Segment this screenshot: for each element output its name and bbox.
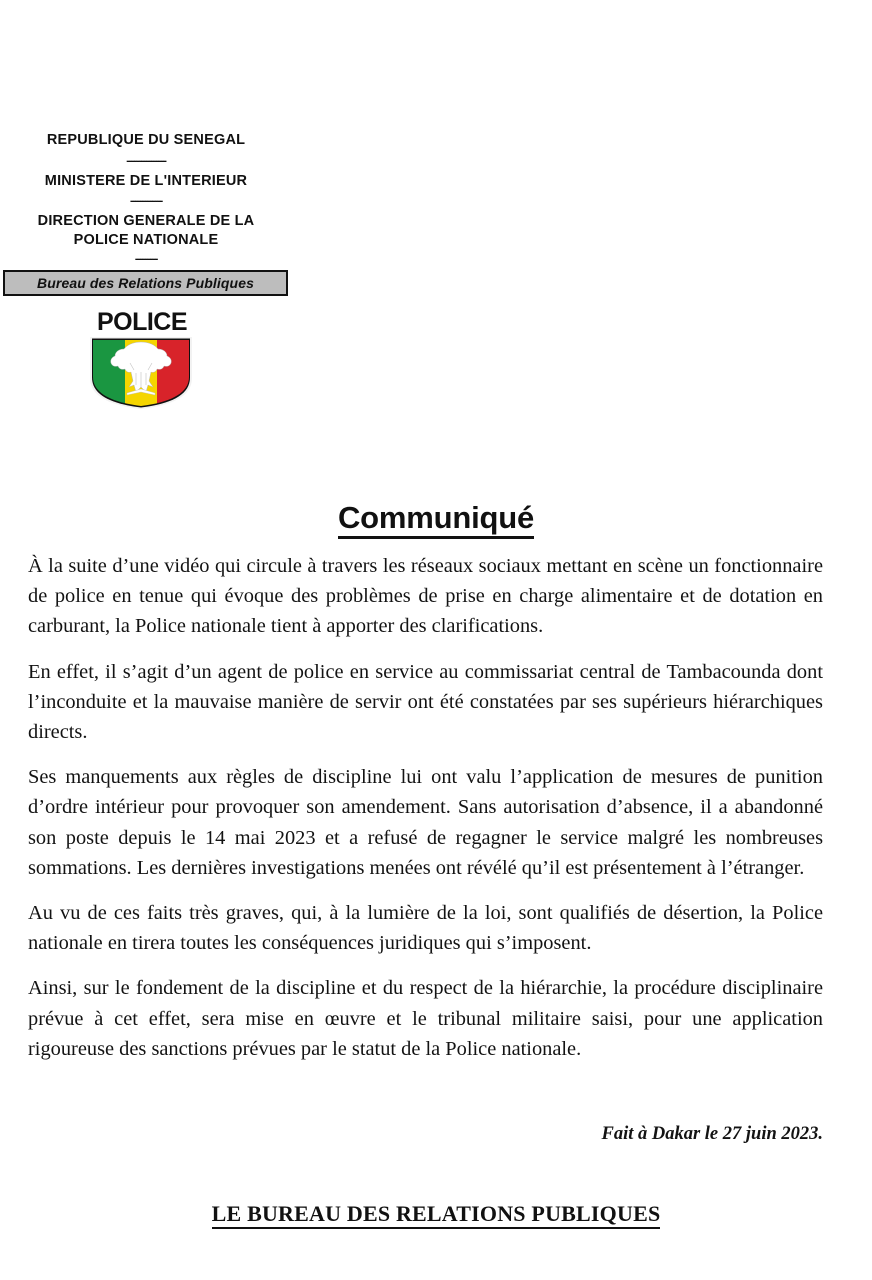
- body-paragraph: Ainsi, sur le fondement de la discipline et du respect de la hiérarchie, la procédure disciplinaire prévue à cet effet, sera mise en œuvre et le tribunal militaire saisi, pour une application rigoureuse des sanctions prévues par le statut de la Police nationale.: [28, 977, 823, 1060]
- letterhead-direction-line-2: POLICE NATIONALE: [73, 231, 219, 248]
- letterhead-separator-1: ----------------: [126, 155, 166, 167]
- body-paragraph: Ses manquements aux règles de discipline lui ont valu l’application de mesures de punition d’ordre intérieur pour provoquer son amendement. Sans autorisation d’absence, il a abandonné son poste depuis le 14 mai 2023 et a refusé de regagner le service malgré les nombreuses sommations. Les dernières investigations menées ont révélé qu’il est présentement à l’étranger.: [28, 766, 823, 879]
- document-title: [0, 500, 872, 536]
- letterhead-block: [0, 131, 292, 269]
- letterhead-separator-2: -------------: [129, 196, 163, 208]
- body-paragraph: Au vu de ces faits très graves, qui, à la lumière de la loi, sont qualifiés de désertion, la Police nationale en tirera toutes les conséquences juridiques qui s’imposent.: [28, 902, 823, 955]
- senegal-police-shield-icon: [89, 337, 193, 409]
- document-body: [28, 551, 823, 1064]
- letterhead-separator-3: ---------: [134, 254, 158, 266]
- footer-issuing-office: LE BUREAU DES RELATIONS PUBLIQUES: [212, 1201, 661, 1229]
- body-paragraph: En effet, il s’agit d’un agent de police en service au commissariat central de Tambacounda dont l’inconduite et la mauvaise manière de servir ont été constatées par ses supérieurs hiérarchiques directs.: [28, 660, 823, 744]
- letterhead-direction-line-1: DIRECTION GENERALE DE LA: [37, 213, 255, 230]
- letterhead-ministry-line: MINISTERE DE L'INTERIEUR: [44, 172, 248, 189]
- police-emblem: [82, 310, 200, 410]
- bureau-box-label: Bureau des Relations Publiques: [37, 275, 254, 291]
- emblem-police-wordmark: POLICE: [96, 308, 188, 336]
- document-footer: [0, 1201, 872, 1227]
- signature-place-date: Fait à Dakar le 27 juin 2023.: [601, 1124, 823, 1144]
- bureau-relations-publiques-box: [3, 270, 288, 296]
- body-paragraph: À la suite d’une vidéo qui circule à travers les réseaux sociaux mettant en scène un fonctionnaire de police en tenue qui évoque des problèmes de prise en charge alimentaire et de dotation en carburant, la Police nationale tient à apporter des clarifications.: [28, 555, 823, 638]
- letterhead-country-line: REPUBLIQUE DU SENEGAL: [46, 132, 246, 148]
- document-title-text: Communiqué: [338, 500, 534, 539]
- signature-line: [28, 1124, 823, 1145]
